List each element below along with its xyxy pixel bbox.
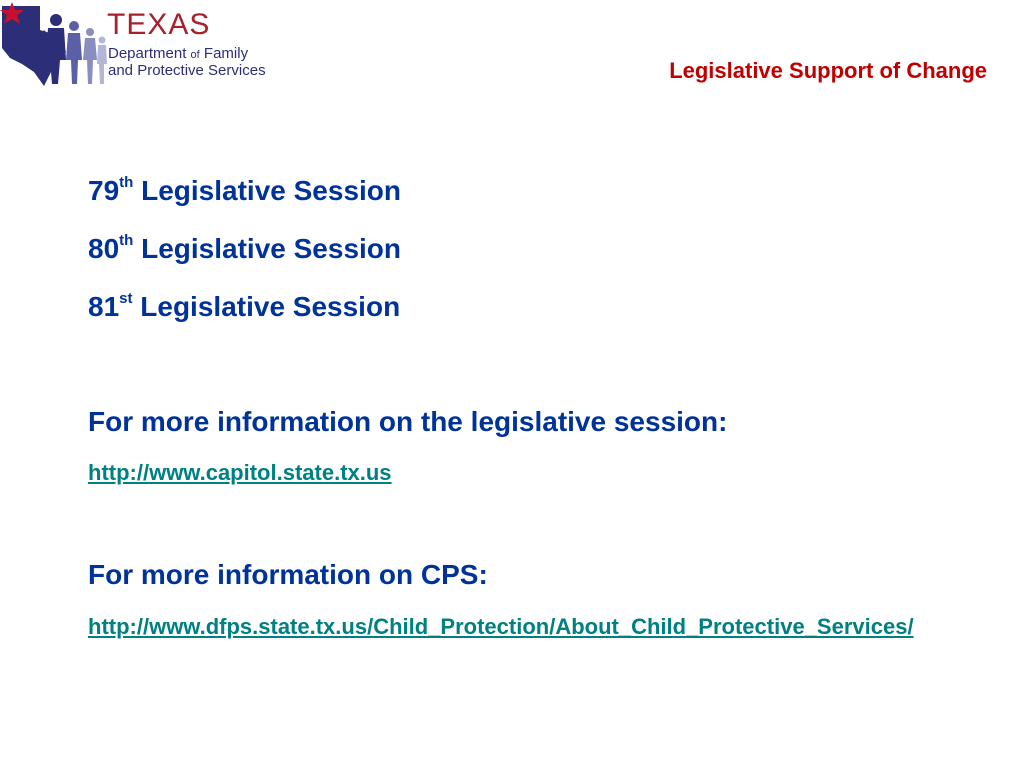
slide-title: Legislative Support of Change (669, 58, 987, 83)
session-label: Legislative Session (133, 175, 401, 206)
logo-dept-of: of (190, 49, 200, 61)
session-suffix: th (119, 173, 134, 191)
logo-dept-part-b: Family (199, 45, 249, 62)
logo-dept-line2: and Protective Services (108, 61, 266, 79)
session-80 (88, 233, 401, 265)
session-label: Legislative Session (133, 233, 401, 264)
capitol-link[interactable]: http://www.capitol.state.tx.us (88, 460, 392, 485)
logo-department-text (108, 46, 266, 79)
cps-info-heading: For more information on CPS: (88, 559, 488, 590)
legislative-info-heading: For more information on the legislative session: (88, 406, 728, 437)
session-number: 80 (88, 233, 120, 264)
session-number: 81 (88, 291, 120, 322)
logo-texas-text: TEXAS (107, 8, 211, 41)
dfps-logo (0, 0, 290, 92)
logo-dept-part-a: Department (108, 45, 191, 62)
session-number: 79 (88, 175, 120, 206)
cps-link[interactable]: http://www.dfps.state.tx.us/Child_Protection/About_Child_Protective_Services/ (88, 614, 914, 639)
session-suffix: st (119, 289, 133, 307)
texas-family-icon (0, 0, 108, 90)
session-label: Legislative Session (132, 291, 401, 322)
session-suffix: th (119, 231, 134, 249)
session-81 (88, 291, 400, 323)
session-79 (88, 175, 401, 207)
